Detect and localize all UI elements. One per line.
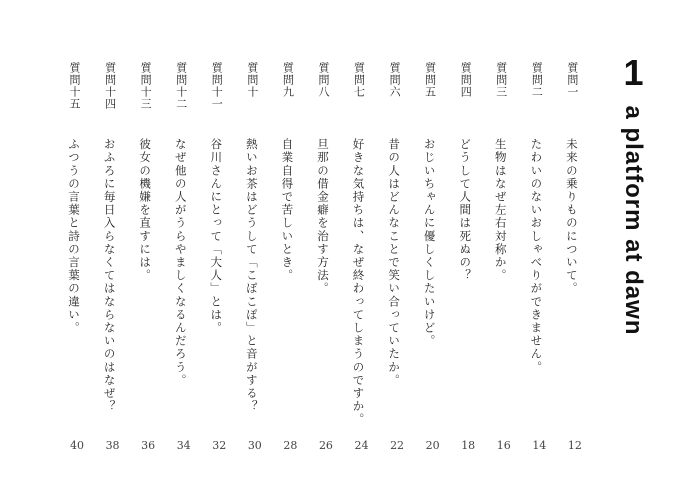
page-number: 20 (425, 439, 440, 452)
question-text: 自業自得で苦しいとき。 (280, 138, 295, 283)
question-label: 質問十三 (139, 62, 153, 110)
question-text: 熱いお茶はどうして「こぽこぽ」と音がする？ (244, 138, 259, 414)
question-text: 生物はなぜ左右対称か。 (493, 138, 508, 283)
question-text: 彼女の機嫌を直すには。 (138, 138, 153, 283)
toc-entry[interactable] (457, 62, 479, 452)
question-label: 質問十 (245, 62, 259, 98)
question-text: ふつうの言葉と詩の言葉の違い。 (67, 138, 81, 335)
question-label: 質問一 (565, 62, 579, 98)
question-label: 質問十五 (68, 62, 81, 110)
toc-entry[interactable] (422, 62, 444, 452)
page-number: 36 (141, 439, 156, 452)
question-list (66, 62, 586, 452)
question-text: 好きな気持ちは、なぜ終わってしまうのですか。 (351, 138, 366, 427)
chapter-title: a platform at dawn (620, 105, 647, 336)
page-number: 34 (176, 439, 191, 452)
toc-entry[interactable] (279, 62, 301, 452)
question-label: 質問六 (388, 62, 402, 98)
question-label: 質問三 (494, 62, 508, 98)
question-text: 谷川さんにとって「大人」とは。 (209, 138, 224, 335)
chapter-number: 1 (613, 52, 654, 93)
question-text: 旦那の借金癖を治す方法。 (315, 138, 330, 296)
question-text: どうして人間は死ぬの？ (458, 138, 473, 283)
chapter-heading (594, 52, 654, 352)
question-label: 質問九 (281, 62, 295, 98)
toc-entry[interactable] (315, 62, 337, 452)
toc-entry[interactable] (66, 62, 88, 452)
question-text: たわいのないおしゃべりができません。 (529, 138, 544, 374)
toc-entry[interactable] (386, 62, 408, 452)
page-number: 16 (496, 439, 511, 452)
toc-entry[interactable] (137, 62, 159, 452)
page-number: 30 (247, 439, 262, 452)
question-label: 質問十一 (210, 62, 224, 110)
question-text: おふろに毎日入らなくてはならないのはなぜ？ (102, 138, 117, 414)
page-number: 18 (461, 439, 476, 452)
page-number: 38 (105, 439, 120, 452)
question-text: 昔の人はどんなことで笑い合っていたか。 (387, 138, 402, 387)
question-label: 質問五 (423, 62, 437, 98)
question-text: おじいちゃんに優しくしたいけど。 (422, 138, 437, 348)
question-text: 未来の乗りものについて。 (564, 138, 579, 296)
toc-entry[interactable] (173, 62, 195, 452)
page-number: 40 (70, 439, 84, 452)
toc-entry[interactable] (244, 62, 266, 452)
page-number: 28 (283, 439, 298, 452)
page-number: 26 (318, 439, 333, 452)
page-number: 32 (212, 439, 227, 452)
question-label: 質問八 (316, 62, 330, 98)
page-number: 22 (390, 439, 405, 452)
question-label: 質問七 (352, 62, 366, 98)
page-number: 12 (567, 439, 582, 452)
question-label: 質問十二 (174, 62, 188, 110)
toc-entry[interactable] (208, 62, 230, 452)
toc-entry[interactable] (564, 62, 586, 452)
toc-entry[interactable] (351, 62, 373, 452)
question-label: 質問四 (459, 62, 473, 98)
page-number: 24 (354, 439, 369, 452)
page-number: 14 (532, 439, 547, 452)
toc-entry[interactable] (528, 62, 550, 452)
question-label: 質問二 (530, 62, 544, 98)
toc-entry[interactable] (102, 62, 124, 452)
question-label: 質問十四 (103, 62, 117, 110)
toc-entry[interactable] (493, 62, 515, 452)
question-text: なぜ他の人がうらやましくなるんだろう。 (173, 138, 188, 387)
